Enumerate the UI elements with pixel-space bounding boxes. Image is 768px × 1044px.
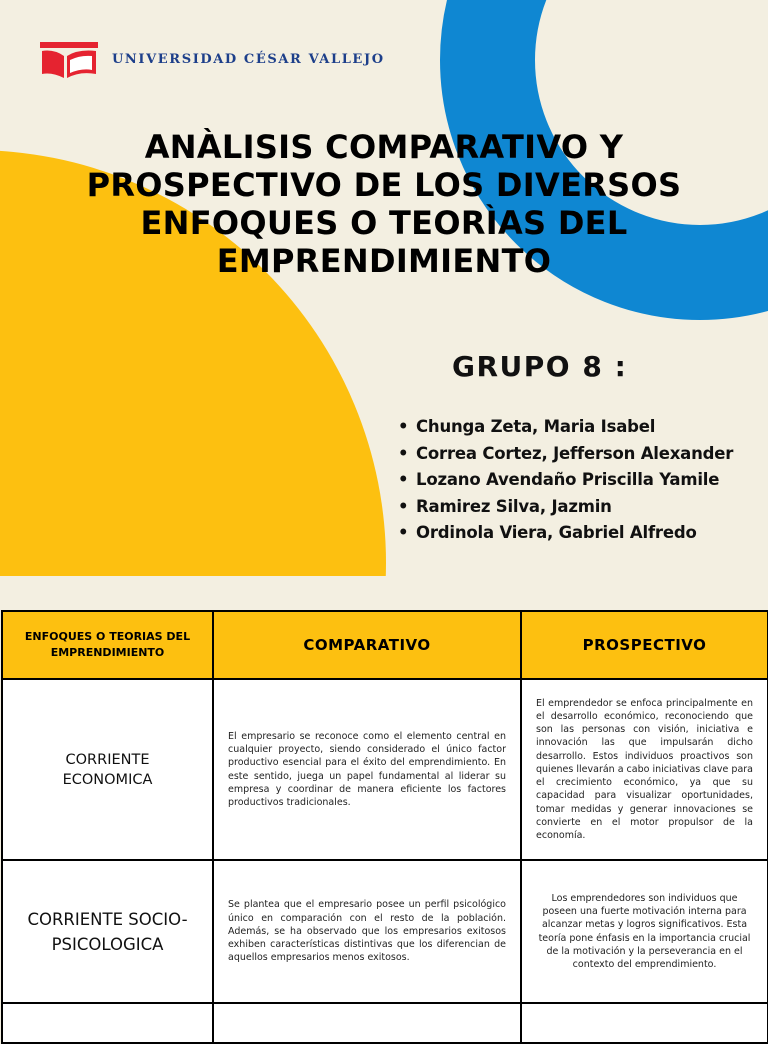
university-logo xyxy=(40,40,385,78)
table-row xyxy=(2,679,768,860)
group-title: GRUPO 8 : xyxy=(452,350,628,383)
member-name: Correa Cortez, Jefferson Alexander xyxy=(416,443,734,463)
row-comparativo: Se plantea que el empresario posee un perfil psicológico único en comparación con el resto de la población. Además, se ha observado que los empresarios exitosos exhiben características distintivas que los diferencian de aquellos empresarios menos exitosos. xyxy=(213,860,521,1003)
bullet-icon: • xyxy=(398,523,409,542)
member-name: Lozano Avendaño Priscilla Yamile xyxy=(416,470,720,489)
bullet-icon: • xyxy=(398,443,409,463)
empty-cell xyxy=(213,1003,521,1043)
members-list xyxy=(398,414,733,547)
table-header-row xyxy=(2,611,768,679)
empty-cell xyxy=(521,1003,768,1043)
member-name: Ordinola Viera, Gabriel Alfredo xyxy=(416,523,697,542)
header-enfoques: ENFOQUES O TEORIAS DEL EMPRENDIMIENTO xyxy=(2,611,213,679)
bullet-icon: • xyxy=(398,496,409,516)
row-label: CORRIENTE SOCIO-PSICOLOGICA xyxy=(2,860,213,1003)
university-shield-icon xyxy=(40,40,98,78)
table-row xyxy=(2,860,768,1003)
header-comparativo: COMPARATIVO xyxy=(213,611,521,679)
institution-name: UNIVERSIDAD CÉSAR VALLEJO xyxy=(112,51,385,67)
row-prospectivo: Los emprendedores son individuos que poseen una fuerte motivación interna para alcanzar metas y logros significativos. Esta teoría pone énfasis en la importancia crucial de la motivación y la perseverancia en el contexto del emprendimiento. xyxy=(521,860,768,1003)
member-name: Ramirez Silva, Jazmin xyxy=(416,496,612,516)
member-item xyxy=(398,520,733,547)
member-item xyxy=(398,467,733,494)
member-item xyxy=(398,414,733,441)
member-name: Chunga Zeta, Maria Isabel xyxy=(416,417,656,436)
bullet-icon: • xyxy=(398,470,409,489)
row-prospectivo: El emprendedor se enfoca principalmente en el desarrollo económico, reconociendo que son las personas con visión, iniciativa e innovación las que impulsarán dicho desarrollo. Estos individuos proactivos son quienes llevarán a cabo iniciativas clave para el crecimiento económico, ya que su capacidad para visualizar oportunidades, tomar medidas y generar innovaciones se convierte en el motor propulsor de la economía. xyxy=(521,679,768,860)
bullet-icon: • xyxy=(398,417,409,436)
table-row xyxy=(2,1003,768,1043)
row-label: CORRIENTE ECONOMICA xyxy=(2,679,213,860)
empty-cell xyxy=(2,1003,213,1043)
page-title: ANÀLISIS COMPARATIVO Y PROSPECTIVO DE LOS DIVERSOS ENFOQUES O TEORÌAS DEL EMPRENDIMIENTO xyxy=(86,128,682,280)
header-prospectivo: PROSPECTIVO xyxy=(521,611,768,679)
row-comparativo: El empresario se reconoce como el elemento central en cualquier proyecto, siendo considerado el único factor productivo esencial para el éxito del emprendimiento. En este sentido, juega un papel fundamental al liderar su empresa y coordinar de manera eficiente los factores productivos tradicionales. xyxy=(213,679,521,860)
member-item xyxy=(398,441,733,468)
member-item xyxy=(398,494,733,521)
comparison-table xyxy=(1,610,768,1044)
